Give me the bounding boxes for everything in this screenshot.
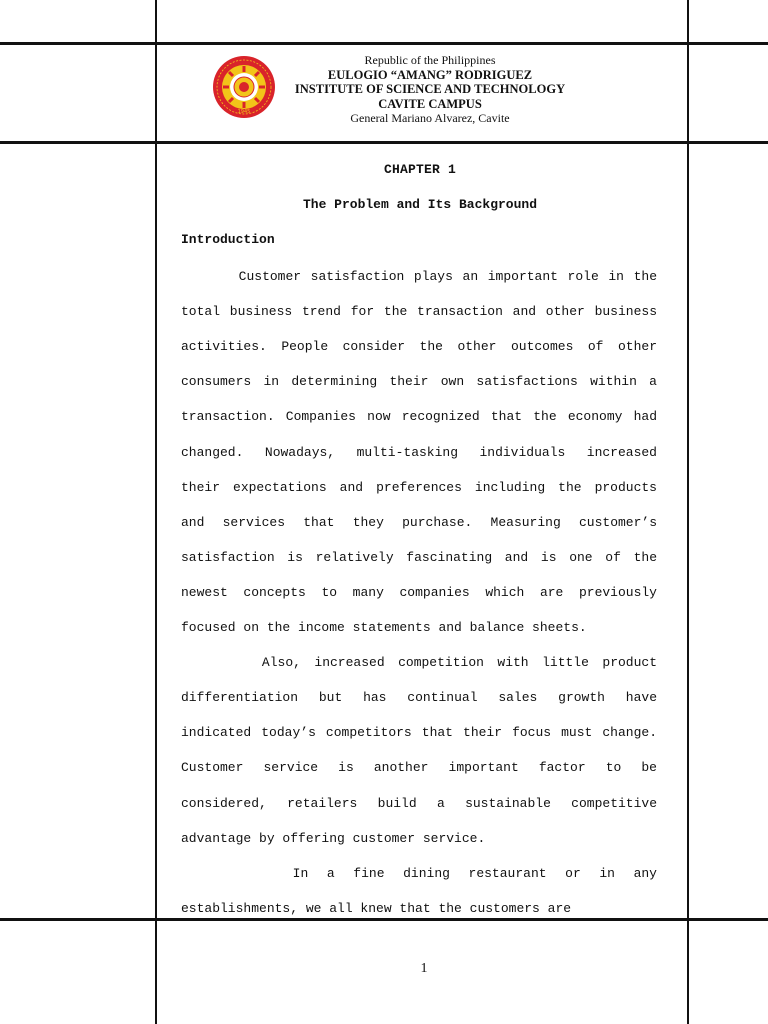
footer-top-rule: [0, 918, 768, 921]
republic-line: Republic of the Philippines: [364, 53, 496, 67]
left-margin-rule: [155, 0, 157, 1024]
body-line: consumers in determining their own satisfactions within a: [181, 374, 657, 390]
body-line: Also, increased competition with little product: [181, 655, 657, 671]
svg-text:1945: 1945: [237, 109, 251, 115]
section-heading: Introduction: [181, 232, 275, 247]
letterhead: [160, 47, 688, 141]
school-name-line-1: EULOGIO “AMANG” RODRIGUEZ: [327, 67, 533, 82]
chapter-title: The Problem and Its Background: [302, 197, 538, 212]
body-line: indicated today’s competitors that their focus must change.: [181, 725, 657, 741]
body-line: their expectations and preferences including the products: [181, 479, 657, 495]
school-name-line-2: INSTITUTE OF SCIENCE AND TECHNOLOGY: [294, 82, 566, 96]
body-line: newest concepts to many companies which are previously: [181, 584, 657, 600]
letterhead-text: [260, 53, 600, 126]
body-line: total business trend for the transaction and other business: [181, 304, 657, 320]
body-line: and services that they purchase. Measuring customer’s: [181, 514, 657, 530]
right-margin-rule: [687, 0, 689, 1024]
body-line: Customer satisfaction plays an important role in the: [181, 269, 657, 284]
body-line: activities. People consider the other outcomes of other: [181, 339, 657, 355]
header-top-rule: [0, 42, 768, 45]
body-line: advantage by offering customer service.: [181, 830, 486, 846]
body-line: satisfaction is relatively fascinating and is one of the: [181, 549, 657, 565]
chapter-number: CHAPTER 1: [383, 162, 456, 177]
body-line: transaction. Companies now recognized that the economy had: [181, 409, 657, 425]
body-line: In a fine dining restaurant or in any: [181, 865, 657, 881]
body-line: Customer service is another important factor to be: [181, 760, 657, 776]
body-line: considered, retailers build a sustainable competitive: [181, 795, 657, 811]
body-line: changed. Nowadays, multi-tasking individuals increased: [181, 444, 657, 460]
page-number: 1: [420, 961, 428, 976]
header-bottom-rule: [0, 141, 768, 144]
campus-line: CAVITE CAMPUS: [378, 96, 482, 111]
body-line: focused on the income statements and balance sheets.: [181, 620, 587, 635]
body-line: establishments, we all knew that the customers are: [181, 900, 572, 916]
body-line: differentiation but has continual sales growth have: [181, 690, 657, 706]
address-line: General Mariano Alvarez, Cavite: [350, 111, 510, 125]
